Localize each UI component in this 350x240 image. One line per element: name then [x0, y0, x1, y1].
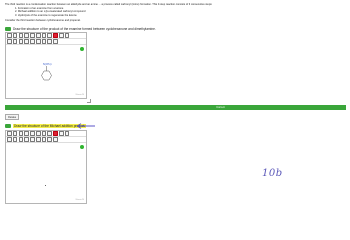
charge-minus-icon[interactable] [36, 39, 41, 44]
clean-icon[interactable] [53, 131, 58, 136]
question-2-header [5, 124, 86, 128]
question-number-badge [5, 27, 11, 31]
enamine-structure [6, 45, 86, 98]
clean-icon[interactable] [53, 33, 58, 38]
select-icon[interactable] [7, 39, 12, 44]
correct-banner [5, 105, 346, 110]
help-icon[interactable] [65, 131, 70, 136]
zoom-out-icon[interactable] [47, 33, 52, 38]
help-icon[interactable] [65, 33, 70, 38]
handwritten-note: 10b [262, 168, 283, 179]
editor-brand: MarvinJS [75, 94, 84, 96]
erase-icon[interactable] [13, 39, 18, 44]
bond-icon[interactable] [19, 39, 24, 44]
amine-label: N(CH₃)₂ [43, 63, 53, 66]
paste-icon[interactable] [36, 33, 41, 38]
undo-icon[interactable] [13, 33, 18, 38]
intro-text [5, 3, 305, 17]
resize-handle[interactable] [87, 99, 91, 103]
charge-plus-icon[interactable] [30, 39, 35, 44]
paste-icon[interactable] [36, 131, 41, 136]
select-icon[interactable] [7, 137, 12, 142]
editor-brand: MarvinJS [75, 199, 84, 201]
redo-icon[interactable] [19, 33, 24, 38]
intro-paragraph: The third reaction is a condensation reaction between an aldehyde and an amine ... a process called carbonyl (imine) formation. This 3-step reaction consists of 3 consecutive steps: [5, 3, 213, 6]
zoom-out-icon[interactable] [47, 131, 52, 136]
intro-step: 3. Hydrolysis of the enamine to regenerate the ketone [15, 13, 77, 17]
drawing-canvas-1[interactable] [6, 45, 86, 98]
new-icon[interactable] [7, 131, 12, 136]
question-2-prompt: Draw the structure of the Michael addition product. [14, 124, 86, 128]
copy-icon[interactable] [30, 33, 35, 38]
question-1-header [5, 27, 156, 31]
benzene-icon[interactable] [47, 137, 52, 142]
redo-icon[interactable] [19, 131, 24, 136]
correct-label: Correct [216, 106, 225, 109]
periodic-table-icon[interactable] [53, 137, 58, 142]
ring-icon[interactable] [42, 137, 47, 142]
cyclohexene-ring [42, 71, 52, 80]
structure-editor-1[interactable] [5, 32, 87, 99]
bond-icon[interactable] [19, 137, 24, 142]
settings-icon[interactable] [59, 33, 64, 38]
instruction: Consider the third reaction between cyclohexanone and propenal. [5, 19, 81, 22]
cut-icon[interactable] [24, 131, 29, 136]
chain-icon[interactable] [24, 39, 29, 44]
structure-editor-2[interactable] [5, 130, 87, 204]
drawing-canvas-2[interactable] [6, 143, 86, 203]
intro-step: 1. Formation of an enamine from a ketone [15, 6, 64, 10]
charge-plus-icon[interactable] [30, 137, 35, 142]
question-1-prompt: Draw the structure of the product of the enamine formed between cyclohexanone and dimethylamine. [13, 27, 156, 31]
ring-icon[interactable] [42, 39, 47, 44]
copy-icon[interactable] [30, 131, 35, 136]
charge-minus-icon[interactable] [36, 137, 41, 142]
chain-icon[interactable] [24, 137, 29, 142]
benzene-icon[interactable] [47, 39, 52, 44]
intro-step: 2. Michael addition to an α,β-unsaturated carbonyl compound [15, 10, 86, 14]
undo-icon[interactable] [13, 131, 18, 136]
check-icon[interactable] [80, 145, 84, 149]
new-icon[interactable] [7, 33, 12, 38]
retake-button[interactable]: Retake [5, 114, 19, 120]
zoom-in-icon[interactable] [42, 33, 47, 38]
cursor-dot [45, 185, 46, 186]
left-arrow-annotation [76, 123, 96, 129]
cut-icon[interactable] [24, 33, 29, 38]
question-number-badge [5, 124, 11, 128]
settings-icon[interactable] [59, 131, 64, 136]
periodic-table-icon[interactable] [53, 39, 58, 44]
erase-icon[interactable] [13, 137, 18, 142]
zoom-in-icon[interactable] [42, 131, 47, 136]
